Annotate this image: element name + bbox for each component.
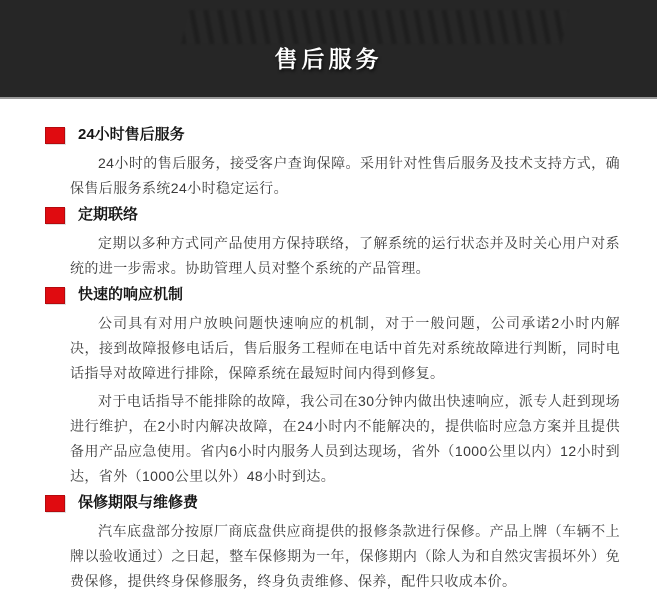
section-heading-label: 定期联络 (78, 206, 139, 223)
section-heading (45, 125, 620, 145)
red-square-bullet-icon (45, 127, 65, 144)
section-paragraph: 汽车底盘部分按原厂商底盘供应商提供的报修条款进行保修。产品上牌（车辆不上牌以验收通过）之日起，整车保修期为一年，保修期内（除人为和自然灾害损坏外）免费保修，提供终身保修服务，终身负责维修、保养，配件只收成本价。 (70, 523, 620, 589)
section-24h-service (45, 125, 620, 201)
red-square-bullet-icon (45, 495, 65, 512)
section-paragraph: 公司具有对用户放映问题快速响应的机制，对于一般问题，公司承诺2小时内解决，接到故障报修电话后，售后服务工程师在电话中首先对系统故障进行判断，同时电话指导对故障进行排除，保障系统在最短时间内得到修复。 (70, 315, 620, 381)
section-paragraph: 定期以多种方式同产品使用方保持联络，了解系统的运行状态并及时关心用户对系统的进一步需求。协助管理人员对整个系统的产品管理。 (70, 235, 620, 276)
header-banner (0, 0, 657, 99)
section-heading-label: 24小时售后服务 (78, 126, 185, 143)
section-warranty-period (45, 493, 620, 594)
content-area (0, 99, 657, 594)
section-heading-label: 快速的响应机制 (78, 286, 184, 303)
section-heading (45, 493, 620, 513)
section-rapid-response (45, 285, 620, 489)
section-heading (45, 205, 620, 225)
section-paragraph: 对于电话指导不能排除的故障，我公司在30分钟内做出快速响应，派专人赶到现场进行维护，在2小时内解决故障，在24小时内不能解决的，提供临时应急方案并且提供备用产品应急使用。省内6小时内服务人员到达现场，省外（1000公里以内）12小时到达，省外（1000公里以外）48小时到达。 (70, 393, 620, 484)
red-square-bullet-icon (45, 287, 65, 304)
page-title: 售后服务 (274, 46, 383, 72)
section-paragraph: 24小时的售后服务，接受客户查询保障。采用针对性售后服务及技术支持方式，确保售后服务系统24小时稳定运行。 (70, 155, 620, 196)
red-square-bullet-icon (45, 207, 65, 224)
watermark (181, 10, 568, 44)
section-heading-label: 保修期限与维修费 (78, 494, 199, 511)
section-heading (45, 285, 620, 305)
section-regular-contact (45, 205, 620, 281)
